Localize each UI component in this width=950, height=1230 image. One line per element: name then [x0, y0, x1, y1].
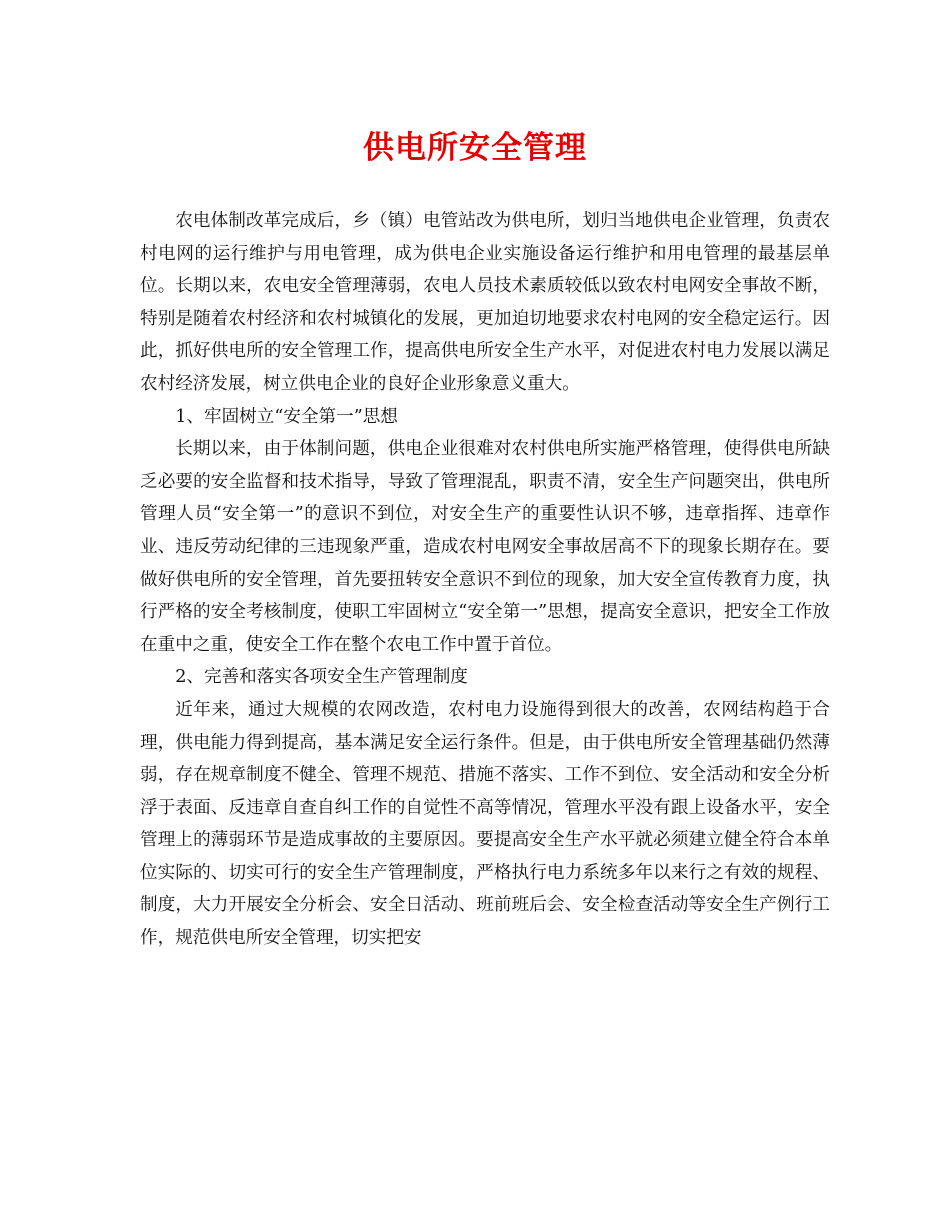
section-heading: 2、完善和落实各项安全生产管理制度 [175, 667, 468, 688]
body-paragraph: 长期以来，由于体制问题，供电企业很难对农村供电所实施严格管理，使得供电所缺乏必要的安全监督和技术指导，导致了管理混乱，职责不清，安全生产问题突出，供电所管理人员“安全第一”的意识不到位，对安全生产的重要性认识不够，违章指挥、违章作业、违反劳动纪律的三违现象严重，造成农村电网安全事故居高不下的现象长期存在。要做好供电所的安全管理，首先要扭转安全意识不到位的现象，加大安全宣传教育力度，执行严格的安全考核制度，使职工牢固树立“安全第一”思想，提高安全意识，把安全工作放在重中之重，使安全工作在整个农电工作中置于首位。 [140, 439, 830, 655]
body-paragraph: 农电体制改革完成后，乡（镇）电管站改为供电所，划归当地供电企业管理，负责农村电网的运行维护与用电管理，成为供电企业实施设备运行维护和用电管理的最基层单位。长期以来，农电安全管理薄弱，农电人员技术素质较低以致农村电网安全事故不断，特别是随着农村经济和农村城镇化的发展，更加迫切地要求农村电网的安全稳定运行。因此，抓好供电所的安全管理工作，提高供电所安全生产水平，对促进农村电力发展以满足农村经济发展，树立供电企业的良好企业形象意义重大。 [140, 211, 830, 394]
document-title: 供电所安全管理 [363, 130, 587, 166]
document-body [140, 205, 830, 955]
section-heading: 1、牢固树立“安全第一”思想 [175, 406, 398, 427]
body-paragraph: 近年来，通过大规模的农网改造，农村电力设施得到很大的改善，农网结构趋于合理，供电能力得到提高，基本满足安全运行条件。但是，由于供电所安全管理基础仍然薄弱，存在规章制度不健全、管理不规范、措施不落实、工作不到位、安全活动和安全分析浮于表面、反违章自查自纠工作的自觉性不高等情况，管理水平没有跟上设备水平，安全管理上的薄弱环节是造成事故的主要原因。要提高安全生产水平就必须建立健全符合本单位实际的、切实可行的安全生产管理制度，严格执行电力系统多年以来行之有效的规程、制度，大力开展安全分析会、安全日活动、班前班后会、安全检查活动等安全生产例行工作，规范供电所安全管理，切实把安 [140, 699, 830, 949]
